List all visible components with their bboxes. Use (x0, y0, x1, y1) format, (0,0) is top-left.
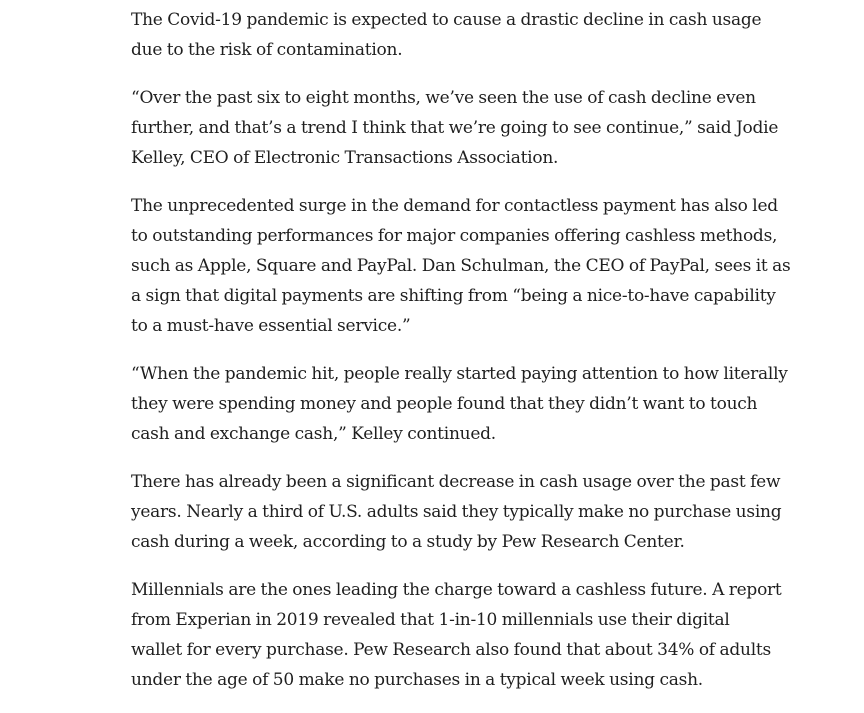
paragraph (131, 5, 762, 65)
paragraph-line: cash and exchange cash,” Kelley continued. (131, 424, 496, 444)
paragraph (131, 575, 782, 695)
paragraph-line: from Experian in 2019 revealed that 1-in-10 millennials use their digital (131, 610, 730, 630)
paragraph (131, 467, 782, 557)
paragraph (131, 359, 788, 449)
paragraph-line: due to the risk of contamination. (131, 40, 403, 60)
paragraph (131, 191, 791, 341)
paragraph (131, 83, 779, 173)
paragraph-line: There has already been a significant decrease in cash usage over the past few (131, 472, 781, 492)
paragraph-line: years. Nearly a third of U.S. adults said they typically make no purchase using (131, 502, 782, 522)
paragraph-line: “When the pandemic hit, people really started paying attention to how literally (131, 364, 788, 384)
paragraph-line: The Covid-19 pandemic is expected to cause a drastic decline in cash usage (131, 10, 762, 30)
paragraph-line: under the age of 50 make no purchases in a typical week using cash. (131, 670, 703, 690)
paragraph-line: “Over the past six to eight months, we’ve seen the use of cash decline even (131, 88, 756, 108)
paragraph-line: to a must-have essential service.” (131, 316, 411, 336)
paragraph-line: a sign that digital payments are shifting from “being a nice-to-have capability (131, 286, 776, 306)
paragraph-line: to outstanding performances for major companies offering cashless methods, (131, 226, 778, 246)
paragraph-line: they were spending money and people found that they didn’t want to touch (131, 394, 758, 414)
paragraph-line: such as Apple, Square and PayPal. Dan Schulman, the CEO of PayPal, sees it as (131, 256, 791, 276)
paragraph-line: cash during a week, according to a study by Pew Research Center. (131, 532, 685, 552)
paragraph-line: The unprecedented surge in the demand for contactless payment has also led (131, 196, 778, 216)
article-body (131, 5, 791, 713)
paragraph-line: Kelley, CEO of Electronic Transactions Association. (131, 148, 559, 168)
paragraph-line: further, and that’s a trend I think that we’re going to see continue,” said Jodie (131, 118, 779, 138)
paragraph-line: wallet for every purchase. Pew Research also found that about 34% of adults (131, 640, 771, 660)
paragraph-line: Millennials are the ones leading the charge toward a cashless future. A report (131, 580, 782, 600)
